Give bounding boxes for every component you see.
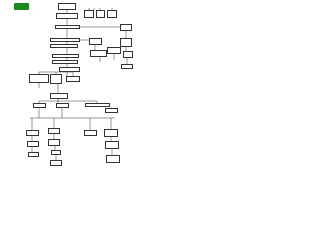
node-mid-r2	[90, 50, 107, 57]
node-center-bold	[33, 88, 51, 93]
node-sec-5	[105, 108, 118, 113]
node-chain-5	[52, 60, 78, 64]
node-left-a	[29, 74, 49, 83]
node-mid-r3	[107, 47, 121, 54]
node-low-m1	[48, 128, 60, 134]
node-left-b	[50, 74, 62, 84]
node-r-col-2	[120, 38, 132, 47]
node-low-r3	[105, 141, 119, 149]
node-obs-c	[107, 10, 117, 18]
node-obs-a	[84, 10, 94, 18]
node-low-l3	[28, 152, 39, 157]
node-r-col-3	[123, 51, 133, 58]
node-chain-3	[50, 44, 78, 48]
node-r-col-4	[121, 64, 133, 69]
node-low-r2	[104, 129, 118, 137]
flowchart-canvas	[0, 0, 149, 198]
node-low-m3	[51, 150, 61, 155]
node-low-m2	[48, 139, 60, 146]
node-sec-3	[56, 103, 69, 108]
brand-logo	[14, 3, 29, 10]
node-sec-4	[85, 103, 110, 107]
node-low-l1	[26, 130, 39, 136]
node-chain-1	[55, 25, 80, 29]
node-chain-4	[52, 54, 79, 58]
node-sec-2	[33, 103, 46, 108]
node-sec-1	[50, 93, 68, 99]
node-low-r4	[106, 155, 120, 163]
node-obs-b	[96, 10, 105, 18]
node-low-m4	[50, 160, 62, 166]
node-top-center-2	[56, 13, 78, 19]
node-low-r1	[84, 130, 97, 136]
node-chain-2	[50, 38, 80, 42]
node-chain-6	[59, 67, 80, 72]
node-top-center	[58, 3, 76, 10]
node-mid-r1	[89, 38, 102, 45]
node-low-l2	[27, 141, 39, 147]
node-obstruction	[83, 3, 106, 8]
node-r-col-1	[120, 24, 132, 31]
node-left-c	[66, 76, 80, 82]
